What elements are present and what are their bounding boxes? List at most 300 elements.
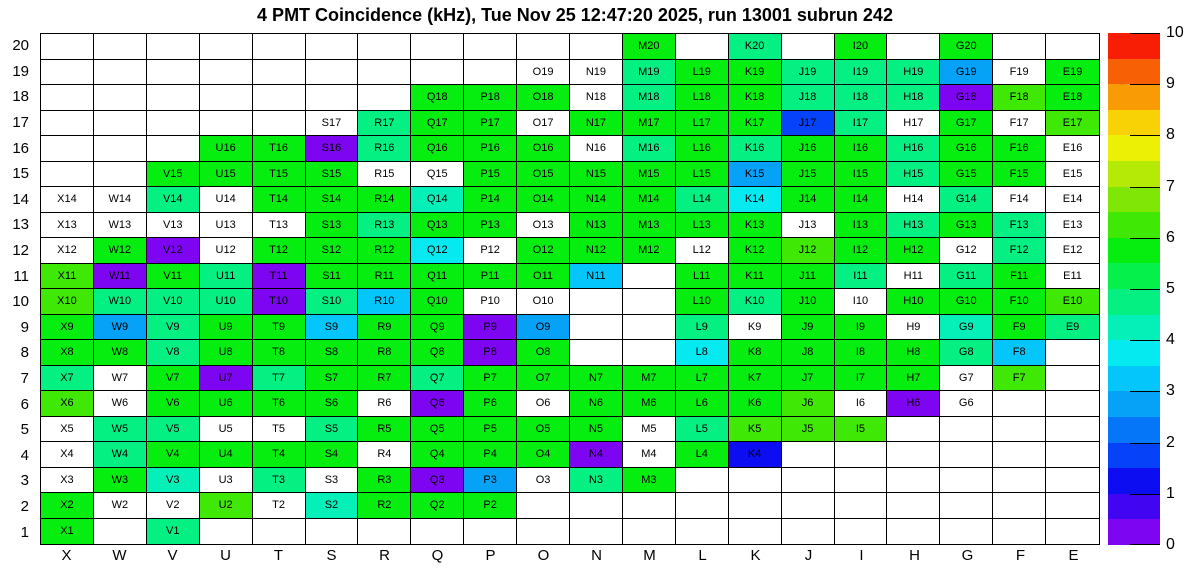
- heatmap-cell: [782, 34, 835, 60]
- heatmap-cell: [940, 468, 993, 494]
- heatmap-cell: J7: [782, 366, 835, 392]
- heatmap-cell: X9: [41, 315, 94, 341]
- heatmap-cell: S6: [306, 391, 359, 417]
- heatmap-cell: [782, 519, 835, 545]
- heatmap-cell: M19: [623, 60, 676, 86]
- heatmap-cell: I5: [835, 417, 888, 443]
- heatmap-cell: V6: [147, 391, 200, 417]
- heatmap-cell: L17: [676, 111, 729, 137]
- heatmap-cell: X5: [41, 417, 94, 443]
- heatmap-cell: U14: [200, 187, 253, 213]
- heatmap-cell: S2: [306, 493, 359, 519]
- heatmap-cell: M20: [623, 34, 676, 60]
- heatmap-cell: X8: [41, 340, 94, 366]
- heatmap-cell: R15: [358, 162, 411, 188]
- heatmap-cell: H16: [887, 136, 940, 162]
- heatmap-cell: [1046, 340, 1099, 366]
- heatmap-cell: P12: [464, 238, 517, 264]
- row-label: 7: [20, 370, 29, 388]
- colorbar-tick-mark: [1130, 135, 1160, 136]
- heatmap-cell: T3: [253, 468, 306, 494]
- heatmap-cell: J16: [782, 136, 835, 162]
- heatmap-cell: G6: [940, 391, 993, 417]
- heatmap-cell: G9: [940, 315, 993, 341]
- heatmap-cell: [835, 493, 888, 519]
- heatmap-cell: H12: [887, 238, 940, 264]
- heatmap-cell: [993, 468, 1046, 494]
- column-label: H: [909, 547, 920, 564]
- heatmap-cell: S16: [306, 136, 359, 162]
- heatmap-cell: F15: [993, 162, 1046, 188]
- heatmap-cell: U7: [200, 366, 253, 392]
- heatmap-cell: F9: [993, 315, 1046, 341]
- heatmap-cell: Q12: [411, 238, 464, 264]
- heatmap-cell: U9: [200, 315, 253, 341]
- heatmap-cell: N7: [570, 366, 623, 392]
- heatmap-cell: Q8: [411, 340, 464, 366]
- heatmap-cell: [411, 519, 464, 545]
- heatmap-cell: O3: [517, 468, 570, 494]
- heatmap-cell: [41, 34, 94, 60]
- x-axis-column-labels: [40, 547, 1100, 567]
- heatmap-cell: [835, 468, 888, 494]
- heatmap-cell: R6: [358, 391, 411, 417]
- heatmap-cell: T12: [253, 238, 306, 264]
- heatmap-cell: S10: [306, 289, 359, 315]
- heatmap-cell: G18: [940, 85, 993, 111]
- heatmap-cell: P11: [464, 264, 517, 290]
- heatmap-cell: P16: [464, 136, 517, 162]
- heatmap-cell: [835, 519, 888, 545]
- heatmap-cell: F10: [993, 289, 1046, 315]
- heatmap-cell: N3: [570, 468, 623, 494]
- heatmap-cell: [940, 519, 993, 545]
- heatmap-cell: V2: [147, 493, 200, 519]
- heatmap-cell: G19: [940, 60, 993, 86]
- heatmap-cell: N11: [570, 264, 623, 290]
- heatmap-cell: M5: [623, 417, 676, 443]
- row-label: 15: [12, 165, 29, 183]
- heatmap-cell: N18: [570, 85, 623, 111]
- heatmap-cell: Q17: [411, 111, 464, 137]
- heatmap-cell: X11: [41, 264, 94, 290]
- heatmap-cell: S12: [306, 238, 359, 264]
- heatmap-cell: S9: [306, 315, 359, 341]
- heatmap-cell: O12: [517, 238, 570, 264]
- heatmap-cell: S4: [306, 442, 359, 468]
- heatmap-cell: [147, 85, 200, 111]
- heatmap-cell: Q2: [411, 493, 464, 519]
- heatmap-cell: K13: [729, 213, 782, 239]
- heatmap-cell: G17: [940, 111, 993, 137]
- heatmap-cell: O19: [517, 60, 570, 86]
- heatmap-cell: P15: [464, 162, 517, 188]
- heatmap-cell: [94, 34, 147, 60]
- heatmap-cell: K19: [729, 60, 782, 86]
- heatmap-cell: N5: [570, 417, 623, 443]
- heatmap-cell: [729, 493, 782, 519]
- heatmap-cell: J6: [782, 391, 835, 417]
- heatmap-cell: V14: [147, 187, 200, 213]
- heatmap-cell: K14: [729, 187, 782, 213]
- colorbar-tick-label: 10: [1166, 24, 1184, 41]
- heatmap-cell: M18: [623, 85, 676, 111]
- heatmap-cell: T15: [253, 162, 306, 188]
- heatmap-cell: P2: [464, 493, 517, 519]
- heatmap-cell: L18: [676, 85, 729, 111]
- heatmap-cell: I12: [835, 238, 888, 264]
- heatmap-cell: J8: [782, 340, 835, 366]
- heatmap-cell: X13: [41, 213, 94, 239]
- heatmap-cell: H14: [887, 187, 940, 213]
- colorbar-tick-label: 5: [1166, 280, 1175, 297]
- heatmap-cell: S8: [306, 340, 359, 366]
- row-label: 6: [20, 395, 29, 413]
- y-axis-row-labels: [0, 33, 36, 545]
- column-label: S: [326, 547, 337, 564]
- heatmap-cell: K18: [729, 85, 782, 111]
- heatmap-cell: R2: [358, 493, 411, 519]
- heatmap-cell: R13: [358, 213, 411, 239]
- heatmap-cell: O11: [517, 264, 570, 290]
- heatmap-cell: R5: [358, 417, 411, 443]
- heatmap-cell: V10: [147, 289, 200, 315]
- heatmap-cell: [570, 289, 623, 315]
- row-label: 19: [12, 62, 29, 80]
- heatmap-cell: L19: [676, 60, 729, 86]
- heatmap-cell: U4: [200, 442, 253, 468]
- heatmap-cell: [200, 85, 253, 111]
- heatmap-cell: U6: [200, 391, 253, 417]
- heatmap-cell: N13: [570, 213, 623, 239]
- row-label: 3: [20, 472, 29, 490]
- heatmap-cell: W8: [94, 340, 147, 366]
- heatmap-cell: G11: [940, 264, 993, 290]
- heatmap-cell: T13: [253, 213, 306, 239]
- heatmap-cell: U13: [200, 213, 253, 239]
- heatmap-cell: S5: [306, 417, 359, 443]
- heatmap-cell: F11: [993, 264, 1046, 290]
- heatmap-cell: R4: [358, 442, 411, 468]
- colorbar-tick-mark: [1130, 84, 1160, 85]
- heatmap-cell: [1046, 519, 1099, 545]
- heatmap-cell: P5: [464, 417, 517, 443]
- heatmap-cell: [94, 85, 147, 111]
- heatmap-cell: M16: [623, 136, 676, 162]
- heatmap-cell: E16: [1046, 136, 1099, 162]
- heatmap-cell: [517, 34, 570, 60]
- column-label: J: [804, 547, 813, 564]
- heatmap-cell: [993, 34, 1046, 60]
- heatmap-cell: F16: [993, 136, 1046, 162]
- heatmap-cell: L11: [676, 264, 729, 290]
- column-label: X: [61, 547, 72, 564]
- heatmap-cell: [782, 493, 835, 519]
- heatmap-cell: [993, 442, 1046, 468]
- heatmap-cell: E9: [1046, 315, 1099, 341]
- colorbar-tick-mark: [1130, 289, 1160, 290]
- heatmap-cell: Q6: [411, 391, 464, 417]
- heatmap-cell: I6: [835, 391, 888, 417]
- colorbar-tick-mark: [1130, 33, 1160, 34]
- row-label: 11: [13, 267, 29, 285]
- row-label: 4: [20, 446, 29, 464]
- heatmap-cell: L15: [676, 162, 729, 188]
- heatmap-cell: M13: [623, 213, 676, 239]
- heatmap-cell: [253, 85, 306, 111]
- heatmap-cell: P13: [464, 213, 517, 239]
- heatmap-cell: E17: [1046, 111, 1099, 137]
- heatmap-cell: [623, 340, 676, 366]
- heatmap-cell: N4: [570, 442, 623, 468]
- heatmap-cell: H17: [887, 111, 940, 137]
- heatmap-cell: Q10: [411, 289, 464, 315]
- row-label: 20: [12, 37, 29, 55]
- heatmap-cell: O8: [517, 340, 570, 366]
- heatmap-cell: I15: [835, 162, 888, 188]
- heatmap-cell: V1: [147, 519, 200, 545]
- heatmap-cell: [835, 442, 888, 468]
- heatmap-cell: S17: [306, 111, 359, 137]
- heatmap-cell: K6: [729, 391, 782, 417]
- heatmap-cell: [623, 264, 676, 290]
- colorbar-tick-label: 1: [1166, 484, 1175, 502]
- heatmap-cell: O9: [517, 315, 570, 341]
- heatmap-cell: W10: [94, 289, 147, 315]
- heatmap-cell: K5: [729, 417, 782, 443]
- heatmap-cell: L5: [676, 417, 729, 443]
- column-label: R: [379, 547, 390, 564]
- heatmap-cell: M12: [623, 238, 676, 264]
- column-label: O: [537, 547, 550, 564]
- heatmap-cell: U5: [200, 417, 253, 443]
- heatmap-cell: E10: [1046, 289, 1099, 315]
- heatmap-cell: H6: [887, 391, 940, 417]
- heatmap-cell: V5: [147, 417, 200, 443]
- heatmap-cell: V8: [147, 340, 200, 366]
- heatmap-cell: Q7: [411, 366, 464, 392]
- heatmap-cell: R12: [358, 238, 411, 264]
- heatmap-cell: I20: [835, 34, 888, 60]
- heatmap-cell: V13: [147, 213, 200, 239]
- heatmap-cell: W7: [94, 366, 147, 392]
- heatmap-cell: O7: [517, 366, 570, 392]
- heatmap-cell: X6: [41, 391, 94, 417]
- heatmap-cell: T7: [253, 366, 306, 392]
- column-label: M: [643, 547, 656, 564]
- heatmap-cell: W3: [94, 468, 147, 494]
- heatmap-cell: I8: [835, 340, 888, 366]
- colorbar-tick-label: 8: [1166, 126, 1175, 144]
- heatmap-cell: T14: [253, 187, 306, 213]
- heatmap-cell: L16: [676, 136, 729, 162]
- heatmap-cell: U10: [200, 289, 253, 315]
- heatmap-cell: H18: [887, 85, 940, 111]
- heatmap-cell: W5: [94, 417, 147, 443]
- row-label: 13: [12, 216, 29, 234]
- heatmap-cell: [94, 136, 147, 162]
- heatmap-cell: I11: [835, 264, 888, 290]
- heatmap-cell: I19: [835, 60, 888, 86]
- heatmap-cell: J15: [782, 162, 835, 188]
- heatmap-cell: [306, 34, 359, 60]
- heatmap-cell: S14: [306, 187, 359, 213]
- column-label: G: [961, 547, 974, 564]
- heatmap-cell: [41, 162, 94, 188]
- heatmap-cell: O10: [517, 289, 570, 315]
- heatmap-cell: [464, 519, 517, 545]
- heatmap-cell: [887, 519, 940, 545]
- colorbar-tick-label: 7: [1166, 177, 1175, 195]
- heatmap-cell: L12: [676, 238, 729, 264]
- heatmap-cell: [729, 519, 782, 545]
- heatmap-cell: [147, 34, 200, 60]
- heatmap-cell: E15: [1046, 162, 1099, 188]
- heatmap-cell: I16: [835, 136, 888, 162]
- column-label: K: [750, 547, 761, 564]
- row-label: 14: [12, 190, 29, 208]
- row-label: 16: [12, 139, 29, 157]
- heatmap-cell: O6: [517, 391, 570, 417]
- heatmap-cell: Q16: [411, 136, 464, 162]
- column-label: E: [1068, 547, 1079, 564]
- heatmap-cell: [147, 136, 200, 162]
- heatmap-cell: M3: [623, 468, 676, 494]
- column-label: U: [220, 547, 231, 564]
- heatmap-cell: H10: [887, 289, 940, 315]
- heatmap-cell: V15: [147, 162, 200, 188]
- heatmap-cell: P10: [464, 289, 517, 315]
- heatmap-cell: K17: [729, 111, 782, 137]
- heatmap-cell: P4: [464, 442, 517, 468]
- heatmap-cell: U3: [200, 468, 253, 494]
- heatmap-cell: [887, 468, 940, 494]
- heatmap-cell: L9: [676, 315, 729, 341]
- heatmap-cell: T4: [253, 442, 306, 468]
- heatmap-cell: N17: [570, 111, 623, 137]
- colorbar-tick-label: 2: [1166, 433, 1175, 451]
- heatmap-cell: T10: [253, 289, 306, 315]
- heatmap-cell: [570, 315, 623, 341]
- heatmap-cell: X2: [41, 493, 94, 519]
- heatmap-cell: [41, 111, 94, 137]
- heatmap-cell: H15: [887, 162, 940, 188]
- heatmap-cell: F12: [993, 238, 1046, 264]
- row-label: 10: [12, 293, 29, 311]
- heatmap-cell: M7: [623, 366, 676, 392]
- heatmap-cell: [993, 417, 1046, 443]
- heatmap-cell: L6: [676, 391, 729, 417]
- heatmap-cell: T9: [253, 315, 306, 341]
- heatmap-cell: G8: [940, 340, 993, 366]
- heatmap-cell: Q11: [411, 264, 464, 290]
- heatmap-cell: U2: [200, 493, 253, 519]
- heatmap-cell: [782, 442, 835, 468]
- heatmap-cell: K20: [729, 34, 782, 60]
- heatmap-cell: [676, 468, 729, 494]
- heatmap-cell: K9: [729, 315, 782, 341]
- heatmap-cell: X1: [41, 519, 94, 545]
- heatmap-cell: M14: [623, 187, 676, 213]
- heatmap-cell: [200, 60, 253, 86]
- row-label: 18: [12, 88, 29, 106]
- heatmap-cell: [940, 442, 993, 468]
- heatmap-cell: [1046, 34, 1099, 60]
- heatmap-cell: G13: [940, 213, 993, 239]
- heatmap-cell: [1046, 442, 1099, 468]
- heatmap-cell: [464, 60, 517, 86]
- heatmap-cell: [623, 493, 676, 519]
- heatmap-cell: O5: [517, 417, 570, 443]
- heatmap-cell: E18: [1046, 85, 1099, 111]
- heatmap-cell: [200, 111, 253, 137]
- colorbar-tick-label: 4: [1166, 331, 1175, 349]
- heatmap-cell: I10: [835, 289, 888, 315]
- colorbar-tick-mark: [1130, 391, 1160, 392]
- column-label: N: [591, 547, 602, 564]
- row-label: 8: [20, 344, 29, 362]
- heatmap-cell: [464, 34, 517, 60]
- heatmap-cell: I7: [835, 366, 888, 392]
- heatmap-cell: E19: [1046, 60, 1099, 86]
- column-label: V: [167, 547, 178, 564]
- heatmap-cell: Q9: [411, 315, 464, 341]
- heatmap-cell: T8: [253, 340, 306, 366]
- heatmap-cell: I13: [835, 213, 888, 239]
- heatmap-cell: [147, 111, 200, 137]
- colorbar-tick-label: 0: [1166, 536, 1175, 553]
- colorbar-tick-mark: [1130, 544, 1160, 545]
- heatmap-cell: [411, 60, 464, 86]
- heatmap-cell: H13: [887, 213, 940, 239]
- heatmap-cell: O4: [517, 442, 570, 468]
- heatmap-cell: G14: [940, 187, 993, 213]
- heatmap-cell: M4: [623, 442, 676, 468]
- heatmap-cell: [41, 136, 94, 162]
- heatmap-cell: M15: [623, 162, 676, 188]
- heatmap-cell: [676, 34, 729, 60]
- heatmap-cell: L8: [676, 340, 729, 366]
- heatmap-cell: Q15: [411, 162, 464, 188]
- heatmap-cell: P9: [464, 315, 517, 341]
- heatmap-cell: V3: [147, 468, 200, 494]
- heatmap-cell: [41, 60, 94, 86]
- heatmap-cell: [306, 519, 359, 545]
- heatmap-cell: J19: [782, 60, 835, 86]
- heatmap-cell: W4: [94, 442, 147, 468]
- heatmap-cell: [570, 34, 623, 60]
- heatmap-cell: X4: [41, 442, 94, 468]
- heatmap-cell: T11: [253, 264, 306, 290]
- heatmap-cell: E13: [1046, 213, 1099, 239]
- heatmap-cell: W12: [94, 238, 147, 264]
- heatmap-cell: X3: [41, 468, 94, 494]
- heatmap-cell: [253, 60, 306, 86]
- heatmap-cell: [623, 315, 676, 341]
- heatmap-cell: [729, 468, 782, 494]
- row-label: 2: [20, 497, 29, 515]
- heatmap-cell: [411, 34, 464, 60]
- heatmap-cell: H9: [887, 315, 940, 341]
- colorbar-tick-mark: [1130, 238, 1160, 239]
- heatmap-cell: K12: [729, 238, 782, 264]
- column-label: Q: [431, 547, 444, 564]
- heatmap-cell: K4: [729, 442, 782, 468]
- heatmap-cell: [1046, 493, 1099, 519]
- heatmap-cell: G20: [940, 34, 993, 60]
- heatmap-cell: [887, 417, 940, 443]
- heatmap-cell: O14: [517, 187, 570, 213]
